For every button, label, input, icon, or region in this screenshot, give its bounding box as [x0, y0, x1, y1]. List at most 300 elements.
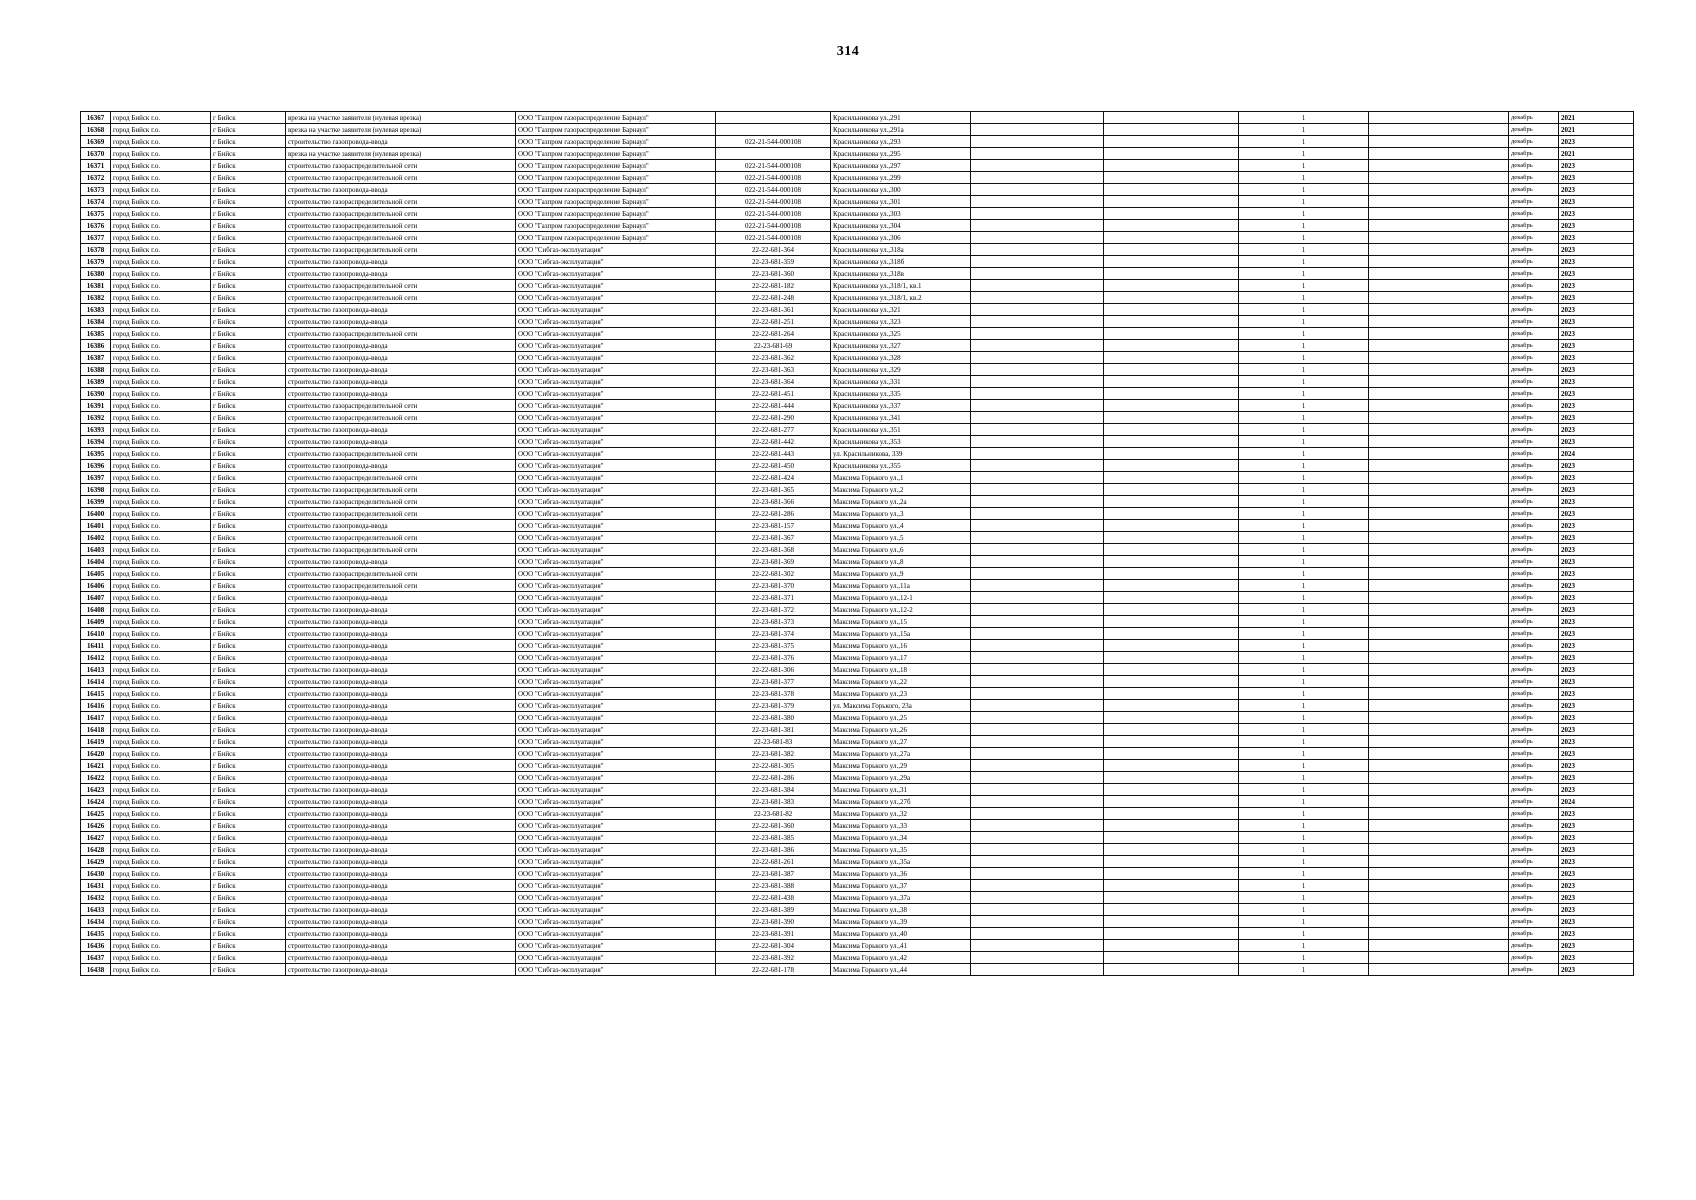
organization-cell: ООО "Сибгаз-эксплуатация" — [516, 256, 716, 268]
address-cell: Максима Горького ул.,22 — [831, 676, 971, 688]
table-row — [81, 760, 1634, 772]
row-number-cell: 16413 — [81, 664, 111, 676]
empty-cell — [971, 196, 1104, 208]
count-cell: 1 — [1239, 268, 1369, 280]
address-cell: Максима Горького ул.,31 — [831, 784, 971, 796]
work-type-cell: строительство газопровода-ввода — [286, 520, 516, 532]
empty-cell — [1104, 604, 1239, 616]
work-type-cell: строительство газопровода-ввода — [286, 436, 516, 448]
city-cell: г Бийск — [211, 340, 286, 352]
empty-cell — [1104, 196, 1239, 208]
count-cell: 1 — [1239, 904, 1369, 916]
year-cell: 2023 — [1559, 856, 1634, 868]
tu-number-cell: 022-21-544-000108 — [716, 232, 831, 244]
month-cell: декабрь — [1509, 388, 1559, 400]
empty-cell — [1369, 544, 1509, 556]
empty-cell — [1104, 436, 1239, 448]
table-row — [81, 508, 1634, 520]
tu-number-cell: 22-22-681-248 — [716, 292, 831, 304]
work-type-cell: строительство газопровода-ввода — [286, 628, 516, 640]
work-type-cell: строительство газопровода-ввода — [286, 712, 516, 724]
count-cell: 1 — [1239, 244, 1369, 256]
empty-cell — [1369, 964, 1509, 976]
empty-cell — [971, 964, 1104, 976]
table-row — [81, 604, 1634, 616]
count-cell: 1 — [1239, 604, 1369, 616]
empty-cell — [1104, 556, 1239, 568]
work-type-cell: строительство газопровода-ввода — [286, 304, 516, 316]
empty-cell — [971, 616, 1104, 628]
empty-cell — [1104, 868, 1239, 880]
count-cell: 1 — [1239, 508, 1369, 520]
row-number-cell: 16428 — [81, 844, 111, 856]
municipality-cell: город Бийск г.о. — [111, 556, 211, 568]
table-row — [81, 952, 1634, 964]
municipality-cell: город Бийск г.о. — [111, 640, 211, 652]
address-cell: Максима Горького ул.,15а — [831, 628, 971, 640]
city-cell: г Бийск — [211, 556, 286, 568]
empty-cell — [1104, 232, 1239, 244]
row-number-cell: 16420 — [81, 748, 111, 760]
year-cell: 2023 — [1559, 472, 1634, 484]
address-cell: Максима Горького ул.,25 — [831, 712, 971, 724]
empty-cell — [971, 112, 1104, 124]
work-type-cell: строительство газопровода-ввода — [286, 352, 516, 364]
work-type-cell: врезка на участке заявителя (нулевая врезка) — [286, 124, 516, 136]
municipality-cell: город Бийск г.о. — [111, 364, 211, 376]
empty-cell — [1104, 724, 1239, 736]
work-type-cell: строительство газопровода-ввода — [286, 904, 516, 916]
tu-number-cell: 22-22-681-302 — [716, 568, 831, 580]
row-number-cell: 16370 — [81, 148, 111, 160]
table-row — [81, 820, 1634, 832]
row-number-cell: 16426 — [81, 820, 111, 832]
city-cell: г Бийск — [211, 736, 286, 748]
work-type-cell: строительство газораспределительной сети — [286, 172, 516, 184]
address-cell: Максима Горького ул.,11а — [831, 580, 971, 592]
table-row — [81, 580, 1634, 592]
count-cell: 1 — [1239, 724, 1369, 736]
empty-cell — [1104, 520, 1239, 532]
empty-cell — [971, 652, 1104, 664]
empty-cell — [1369, 940, 1509, 952]
month-cell: декабрь — [1509, 760, 1559, 772]
row-number-cell: 16389 — [81, 376, 111, 388]
month-cell: декабрь — [1509, 724, 1559, 736]
tu-number-cell: 22-22-681-443 — [716, 448, 831, 460]
row-number-cell: 16398 — [81, 484, 111, 496]
work-type-cell: строительство газопровода-ввода — [286, 376, 516, 388]
tu-number-cell: 22-23-681-82 — [716, 808, 831, 820]
year-cell: 2023 — [1559, 556, 1634, 568]
year-cell: 2023 — [1559, 160, 1634, 172]
organization-cell: ООО "Сибгаз-эксплуатация" — [516, 676, 716, 688]
count-cell: 1 — [1239, 436, 1369, 448]
table-row — [81, 244, 1634, 256]
month-cell: декабрь — [1509, 316, 1559, 328]
work-type-cell: строительство газораспределительной сети — [286, 400, 516, 412]
city-cell: г Бийск — [211, 616, 286, 628]
tu-number-cell: 22-23-681-157 — [716, 520, 831, 532]
row-number-cell: 16384 — [81, 316, 111, 328]
work-type-cell: строительство газопровода-ввода — [286, 784, 516, 796]
table-row — [81, 868, 1634, 880]
year-cell: 2023 — [1559, 928, 1634, 940]
empty-cell — [1369, 580, 1509, 592]
row-number-cell: 16423 — [81, 784, 111, 796]
tu-number-cell: 22-23-681-370 — [716, 580, 831, 592]
year-cell: 2023 — [1559, 484, 1634, 496]
count-cell: 1 — [1239, 208, 1369, 220]
organization-cell: ООО "Сибгаз-эксплуатация" — [516, 592, 716, 604]
month-cell: декабрь — [1509, 868, 1559, 880]
row-number-cell: 16432 — [81, 892, 111, 904]
municipality-cell: город Бийск г.о. — [111, 148, 211, 160]
empty-cell — [1104, 676, 1239, 688]
tu-number-cell: 22-22-681-251 — [716, 316, 831, 328]
work-type-cell: строительство газопровода-ввода — [286, 388, 516, 400]
city-cell: г Бийск — [211, 208, 286, 220]
municipality-cell: город Бийск г.о. — [111, 712, 211, 724]
empty-cell — [1369, 724, 1509, 736]
tu-number-cell: 22-22-681-178 — [716, 964, 831, 976]
city-cell: г Бийск — [211, 940, 286, 952]
empty-cell — [1104, 448, 1239, 460]
empty-cell — [1369, 868, 1509, 880]
month-cell: декабрь — [1509, 592, 1559, 604]
table-row — [81, 364, 1634, 376]
municipality-cell: город Бийск г.о. — [111, 616, 211, 628]
city-cell: г Бийск — [211, 952, 286, 964]
empty-cell — [1104, 652, 1239, 664]
empty-cell — [1369, 520, 1509, 532]
tu-number-cell: 022-21-544-000108 — [716, 136, 831, 148]
year-cell: 2023 — [1559, 304, 1634, 316]
empty-cell — [1104, 340, 1239, 352]
organization-cell: ООО "Газпром газораспределение Барнаул" — [516, 184, 716, 196]
municipality-cell: город Бийск г.о. — [111, 244, 211, 256]
organization-cell: ООО "Сибгаз-эксплуатация" — [516, 376, 716, 388]
table-row — [81, 304, 1634, 316]
city-cell: г Бийск — [211, 136, 286, 148]
empty-cell — [1104, 592, 1239, 604]
municipality-cell: город Бийск г.о. — [111, 868, 211, 880]
empty-cell — [971, 424, 1104, 436]
tu-number-cell: 22-23-681-373 — [716, 616, 831, 628]
empty-cell — [1104, 952, 1239, 964]
tu-number-cell: 22-23-681-368 — [716, 544, 831, 556]
empty-cell — [1369, 712, 1509, 724]
organization-cell: ООО "Сибгаз-эксплуатация" — [516, 460, 716, 472]
year-cell: 2023 — [1559, 400, 1634, 412]
organization-cell: ООО "Сибгаз-эксплуатация" — [516, 688, 716, 700]
address-cell: Максима Горького ул.,35а — [831, 856, 971, 868]
municipality-cell: город Бийск г.о. — [111, 748, 211, 760]
municipality-cell: город Бийск г.о. — [111, 532, 211, 544]
organization-cell: ООО "Сибгаз-эксплуатация" — [516, 700, 716, 712]
month-cell: декабрь — [1509, 616, 1559, 628]
address-cell: Красильникова ул.,327 — [831, 340, 971, 352]
table-row — [81, 736, 1634, 748]
count-cell: 1 — [1239, 892, 1369, 904]
tu-number-cell: 22-23-681-380 — [716, 712, 831, 724]
work-type-cell: строительство газопровода-ввода — [286, 676, 516, 688]
tu-number-cell: 22-22-681-444 — [716, 400, 831, 412]
month-cell: декабрь — [1509, 352, 1559, 364]
count-cell: 1 — [1239, 688, 1369, 700]
table-body — [81, 112, 1634, 976]
empty-cell — [1369, 556, 1509, 568]
row-number-cell: 16397 — [81, 472, 111, 484]
work-type-cell: строительство газораспределительной сети — [286, 532, 516, 544]
month-cell: декабрь — [1509, 304, 1559, 316]
organization-cell: ООО "Сибгаз-эксплуатация" — [516, 916, 716, 928]
organization-cell: ООО "Сибгаз-эксплуатация" — [516, 580, 716, 592]
municipality-cell: город Бийск г.о. — [111, 496, 211, 508]
address-cell: Красильникова ул.,303 — [831, 208, 971, 220]
tu-number-cell: 22-23-681-363 — [716, 364, 831, 376]
tu-number-cell: 22-22-681-261 — [716, 856, 831, 868]
municipality-cell: город Бийск г.о. — [111, 688, 211, 700]
address-cell: Максима Горького ул.,15 — [831, 616, 971, 628]
tu-number-cell: 22-23-681-377 — [716, 676, 831, 688]
empty-cell — [971, 244, 1104, 256]
count-cell: 1 — [1239, 304, 1369, 316]
month-cell: декабрь — [1509, 496, 1559, 508]
tu-number-cell: 22-23-681-83 — [716, 736, 831, 748]
municipality-cell: город Бийск г.о. — [111, 232, 211, 244]
organization-cell: ООО "Сибгаз-эксплуатация" — [516, 760, 716, 772]
row-number-cell: 16396 — [81, 460, 111, 472]
month-cell: декабрь — [1509, 196, 1559, 208]
empty-cell — [1369, 532, 1509, 544]
table-row — [81, 628, 1634, 640]
tu-number-cell: 22-22-681-442 — [716, 436, 831, 448]
tu-number-cell: 22-23-681-389 — [716, 904, 831, 916]
tu-number-cell: 22-22-681-364 — [716, 244, 831, 256]
month-cell: декабрь — [1509, 460, 1559, 472]
city-cell: г Бийск — [211, 520, 286, 532]
city-cell: г Бийск — [211, 868, 286, 880]
month-cell: декабрь — [1509, 532, 1559, 544]
empty-cell — [971, 352, 1104, 364]
organization-cell: ООО "Сибгаз-эксплуатация" — [516, 820, 716, 832]
empty-cell — [1369, 928, 1509, 940]
table-row — [81, 544, 1634, 556]
organization-cell: ООО "Сибгаз-эксплуатация" — [516, 448, 716, 460]
work-type-cell: строительство газопровода-ввода — [286, 592, 516, 604]
work-type-cell: строительство газораспределительной сети — [286, 280, 516, 292]
year-cell: 2023 — [1559, 688, 1634, 700]
empty-cell — [971, 328, 1104, 340]
table-row — [81, 616, 1634, 628]
city-cell: г Бийск — [211, 664, 286, 676]
tu-number-cell: 22-23-681-360 — [716, 268, 831, 280]
table-row — [81, 160, 1634, 172]
empty-cell — [1104, 472, 1239, 484]
city-cell: г Бийск — [211, 364, 286, 376]
empty-cell — [971, 568, 1104, 580]
empty-cell — [1104, 964, 1239, 976]
municipality-cell: город Бийск г.о. — [111, 268, 211, 280]
work-type-cell: строительство газопровода-ввода — [286, 892, 516, 904]
empty-cell — [1369, 256, 1509, 268]
work-type-cell: строительство газопровода-ввода — [286, 748, 516, 760]
organization-cell: ООО "Сибгаз-эксплуатация" — [516, 808, 716, 820]
municipality-cell: город Бийск г.о. — [111, 328, 211, 340]
address-cell: Красильникова ул.,328 — [831, 352, 971, 364]
empty-cell — [1104, 892, 1239, 904]
table-row — [81, 388, 1634, 400]
address-cell: Красильникова ул.,300 — [831, 184, 971, 196]
tu-number-cell — [716, 148, 831, 160]
empty-cell — [971, 484, 1104, 496]
work-type-cell: строительство газопровода-ввода — [286, 460, 516, 472]
address-cell: Максима Горького ул.,9 — [831, 568, 971, 580]
tu-number-cell: 22-23-681-372 — [716, 604, 831, 616]
work-type-cell: строительство газопровода-ввода — [286, 424, 516, 436]
empty-cell — [1369, 232, 1509, 244]
empty-cell — [971, 316, 1104, 328]
city-cell: г Бийск — [211, 544, 286, 556]
work-type-cell: врезка на участке заявителя (нулевая врезка) — [286, 148, 516, 160]
organization-cell: ООО "Сибгаз-эксплуатация" — [516, 652, 716, 664]
empty-cell — [971, 436, 1104, 448]
empty-cell — [971, 220, 1104, 232]
empty-cell — [1369, 448, 1509, 460]
city-cell: г Бийск — [211, 856, 286, 868]
count-cell: 1 — [1239, 856, 1369, 868]
table-row — [81, 208, 1634, 220]
municipality-cell: город Бийск г.о. — [111, 832, 211, 844]
tu-number-cell — [716, 112, 831, 124]
row-number-cell: 16415 — [81, 688, 111, 700]
organization-cell: ООО "Сибгаз-эксплуатация" — [516, 316, 716, 328]
work-type-cell: строительство газопровода-ввода — [286, 808, 516, 820]
organization-cell: ООО "Сибгаз-эксплуатация" — [516, 712, 716, 724]
municipality-cell: город Бийск г.о. — [111, 760, 211, 772]
organization-cell: ООО "Сибгаз-эксплуатация" — [516, 352, 716, 364]
row-number-cell: 16382 — [81, 292, 111, 304]
count-cell: 1 — [1239, 556, 1369, 568]
year-cell: 2023 — [1559, 328, 1634, 340]
count-cell: 1 — [1239, 328, 1369, 340]
organization-cell: ООО "Газпром газораспределение Барнаул" — [516, 148, 716, 160]
tu-number-cell: 22-22-681-305 — [716, 760, 831, 772]
address-cell: Красильникова ул.,355 — [831, 460, 971, 472]
month-cell: декабрь — [1509, 784, 1559, 796]
count-cell: 1 — [1239, 160, 1369, 172]
count-cell: 1 — [1239, 544, 1369, 556]
empty-cell — [1369, 148, 1509, 160]
year-cell: 2023 — [1559, 712, 1634, 724]
empty-cell — [971, 544, 1104, 556]
count-cell: 1 — [1239, 592, 1369, 604]
organization-cell: ООО "Газпром газораспределение Барнаул" — [516, 124, 716, 136]
municipality-cell: город Бийск г.о. — [111, 484, 211, 496]
work-type-cell: строительство газопровода-ввода — [286, 880, 516, 892]
address-cell: Максима Горького ул.,16 — [831, 640, 971, 652]
city-cell: г Бийск — [211, 916, 286, 928]
city-cell: г Бийск — [211, 784, 286, 796]
row-number-cell: 16414 — [81, 676, 111, 688]
row-number-cell: 16402 — [81, 532, 111, 544]
city-cell: г Бийск — [211, 376, 286, 388]
count-cell: 1 — [1239, 112, 1369, 124]
empty-cell — [1369, 916, 1509, 928]
empty-cell — [1104, 832, 1239, 844]
municipality-cell: город Бийск г.о. — [111, 820, 211, 832]
empty-cell — [971, 268, 1104, 280]
month-cell: декабрь — [1509, 268, 1559, 280]
work-type-cell: строительство газораспределительной сети — [286, 484, 516, 496]
empty-cell — [1369, 328, 1509, 340]
address-cell: Красильникова ул.,323 — [831, 316, 971, 328]
year-cell: 2023 — [1559, 232, 1634, 244]
municipality-cell: город Бийск г.о. — [111, 664, 211, 676]
address-cell: Красильникова ул.,318а — [831, 244, 971, 256]
empty-cell — [1104, 148, 1239, 160]
row-number-cell: 16404 — [81, 556, 111, 568]
city-cell: г Бийск — [211, 700, 286, 712]
municipality-cell: город Бийск г.о. — [111, 676, 211, 688]
month-cell: декабрь — [1509, 604, 1559, 616]
year-cell: 2023 — [1559, 580, 1634, 592]
row-number-cell: 16399 — [81, 496, 111, 508]
month-cell: декабрь — [1509, 400, 1559, 412]
row-number-cell: 16372 — [81, 172, 111, 184]
empty-cell — [1104, 316, 1239, 328]
empty-cell — [1369, 628, 1509, 640]
municipality-cell: город Бийск г.о. — [111, 952, 211, 964]
table-row — [81, 436, 1634, 448]
year-cell: 2021 — [1559, 112, 1634, 124]
year-cell: 2023 — [1559, 280, 1634, 292]
empty-cell — [1104, 112, 1239, 124]
empty-cell — [1104, 544, 1239, 556]
work-type-cell: строительство газопровода-ввода — [286, 256, 516, 268]
municipality-cell: город Бийск г.о. — [111, 292, 211, 304]
municipality-cell: город Бийск г.о. — [111, 196, 211, 208]
empty-cell — [1369, 892, 1509, 904]
row-number-cell: 16425 — [81, 808, 111, 820]
address-cell: Максима Горького ул.,27а — [831, 748, 971, 760]
row-number-cell: 16417 — [81, 712, 111, 724]
empty-cell — [1104, 628, 1239, 640]
year-cell: 2023 — [1559, 508, 1634, 520]
count-cell: 1 — [1239, 220, 1369, 232]
count-cell: 1 — [1239, 748, 1369, 760]
empty-cell — [971, 676, 1104, 688]
month-cell: декабрь — [1509, 568, 1559, 580]
count-cell: 1 — [1239, 232, 1369, 244]
year-cell: 2023 — [1559, 892, 1634, 904]
tu-number-cell: 022-21-544-000108 — [716, 208, 831, 220]
row-number-cell: 16386 — [81, 340, 111, 352]
month-cell: декабрь — [1509, 880, 1559, 892]
table-row — [81, 448, 1634, 460]
organization-cell: ООО "Сибгаз-эксплуатация" — [516, 796, 716, 808]
empty-cell — [971, 664, 1104, 676]
table-row — [81, 880, 1634, 892]
count-cell: 1 — [1239, 280, 1369, 292]
month-cell: декабрь — [1509, 556, 1559, 568]
count-cell: 1 — [1239, 796, 1369, 808]
empty-cell — [1104, 664, 1239, 676]
organization-cell: ООО "Сибгаз-эксплуатация" — [516, 748, 716, 760]
empty-cell — [971, 688, 1104, 700]
empty-cell — [971, 760, 1104, 772]
